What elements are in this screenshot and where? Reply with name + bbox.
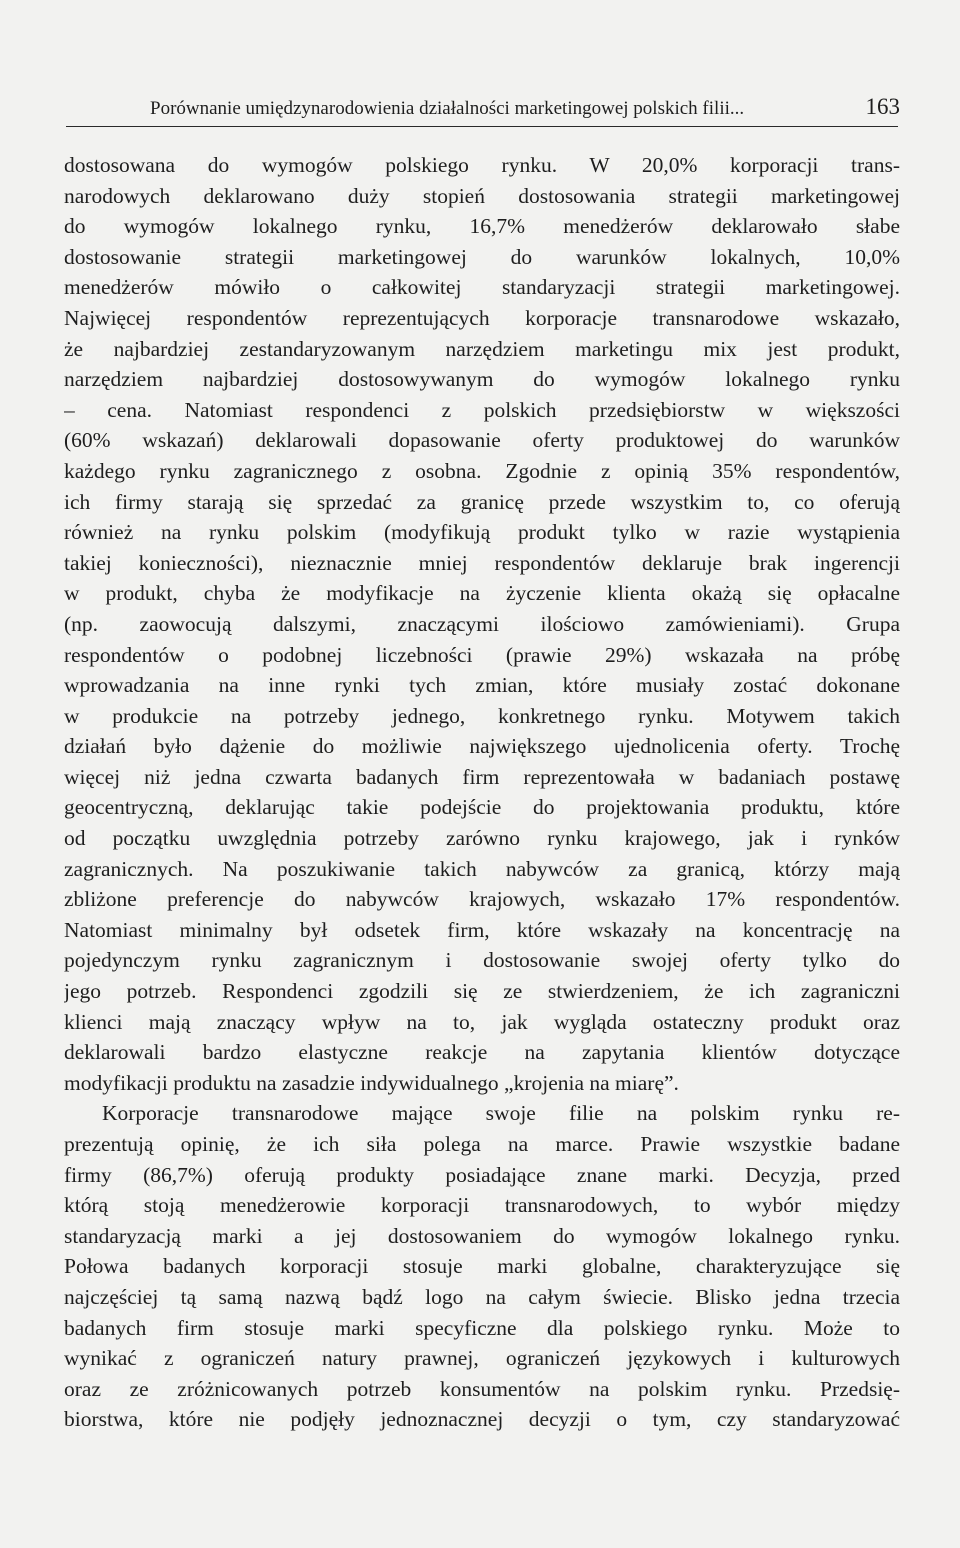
text-line: w produkt, chyba że modyfikacje na życzenie klienta okażą się opłacalne [64, 581, 900, 606]
text-line: dostosowanie strategii marketingowej do warunków lokalnych, 10,0% [64, 244, 900, 269]
text-line: narzędziem najbardziej dostosowywanym do wymogów lokalnego rynku [64, 367, 900, 392]
text-line: ich firmy starają się sprzedać za granicę przede wszystkim to, co oferują [64, 489, 900, 514]
text-line: badanych firm stosuje marki specyficzne dla polskiego rynku. Może to [64, 1315, 900, 1340]
text-line: respondentów o podobnej liczebności (prawie 29%) wskazała na próbę [64, 642, 900, 667]
text-line: Natomiast minimalny był odsetek firm, które wskazały na koncentrację na [64, 917, 900, 942]
body-text [64, 150, 900, 1435]
text-line: modyfikacji produktu na zasadzie indywidualnego „krojenia na miarę”. [64, 1070, 679, 1095]
text-line: do wymogów lokalnego rynku, 16,7% menedżerów deklarowało słabe [64, 214, 900, 239]
header-rule [66, 126, 898, 127]
text-line: Korporacje transnarodowe mające swoje filie na polskim rynku re- [102, 1101, 900, 1126]
text-line: narodowych deklarowano duży stopień dostosowania strategii marketingowej [64, 183, 900, 208]
text-line: każdego rynku zagranicznego z osobna. Zgodnie z opinią 35% respondentów, [64, 458, 900, 483]
text-line: prezentują opinię, że ich siła polega na marce. Prawie wszystkie badane [64, 1132, 900, 1156]
text-line: oraz ze zróżnicowanych potrzeb konsumentów na polskim rynku. Przedsię- [64, 1376, 900, 1401]
text-line: firmy (86,7%) oferują produkty posiadające znane marki. Decyzja, przed [64, 1162, 900, 1187]
text-line: działań było dążenie do możliwie największego ujednolicenia oferty. Trochę [64, 734, 900, 759]
text-line: że najbardziej zestandaryzowanym narzędziem marketingu mix jest produkt, [64, 336, 900, 361]
text-line: najczęściej tą samą nazwą bądź logo na całym świecie. Blisko jedna trzecia [64, 1284, 900, 1309]
text-line: od początku uwzględnia potrzeby zarówno rynku krajowego, jak i rynków [64, 826, 900, 851]
text-line: w produkcie na potrzeby jednego, konkretnego rynku. Motywem takich [64, 703, 900, 728]
text-line: geocentryczną, deklarując takie podejście do projektowania produktu, które [64, 795, 900, 820]
text-line: wprowadzania na inne rynki tych zmian, które musiały zostać dokonane [64, 673, 900, 698]
text-line: deklarowali bardzo elastyczne reakcje na zapytania klientów dotyczące [64, 1040, 900, 1065]
running-head [150, 94, 900, 124]
text-line: – cena. Natomiast respondenci z polskich przedsiębiorstw w większości [64, 397, 900, 422]
text-line: jego potrzeb. Respondenci zgodzili się ze stwierdzeniem, że ich zagraniczni [64, 979, 900, 1004]
text-line: wynikać z ograniczeń natury prawnej, ograniczeń językowych i kulturowych [64, 1346, 900, 1371]
text-line: Połowa badanych korporacji stosuje marki globalne, charakteryzujące się [64, 1254, 900, 1279]
text-line: Najwięcej respondentów reprezentujących korporacje transnarodowe wskazało, [64, 305, 900, 330]
text-line: (60% wskazań) deklarowali dopasowanie oferty produktowej do warunków [64, 428, 900, 453]
text-line: klienci mają znaczący wpływ na to, jak wygląda ostateczny produkt oraz [64, 1009, 900, 1034]
text-line: którą stoją menedżerowie korporacji transnarodowych, to wybór między [64, 1193, 900, 1218]
text-line: więcej niż jedna czwarta badanych firm reprezentowała w badaniach postawę [64, 764, 900, 789]
text-line: również na rynku polskim (modyfikują produkt tylko w razie wystąpienia [64, 520, 900, 545]
text-line: dostosowana do wymogów polskiego rynku. W 20,0% korporacji trans- [64, 153, 900, 177]
text-line: menedżerów mówiło o całkowitej standaryzacji strategii marketingowej. [64, 275, 900, 300]
text-line: standaryzacją marki a jej dostosowaniem do wymogów lokalnego rynku. [64, 1223, 900, 1248]
page-number: 163 [865, 94, 900, 119]
text-line: pojedynczym rynku zagranicznym i dostosowanie swojej oferty tylko do [64, 948, 900, 973]
text-line: takiej konieczności), nieznacznie mniej respondentów deklaruje brak ingerencji [64, 550, 900, 575]
text-line: (np. zaowocują dalszymi, znaczącymi ilościowo zamówieniami). Grupa [64, 611, 900, 636]
running-title: Porównanie umiędzynarodowienia działalności marketingowej polskich filii... [150, 98, 745, 119]
text-line: zbliżone preferencje do nabywców krajowych, wskazało 17% respondentów. [64, 887, 900, 912]
text-line: zagranicznych. Na poszukiwanie takich nabywców za granicą, którzy mają [64, 856, 900, 881]
text-line: biorstwa, które nie podjęły jednoznacznej decyzji o tym, czy standaryzować [64, 1407, 900, 1432]
